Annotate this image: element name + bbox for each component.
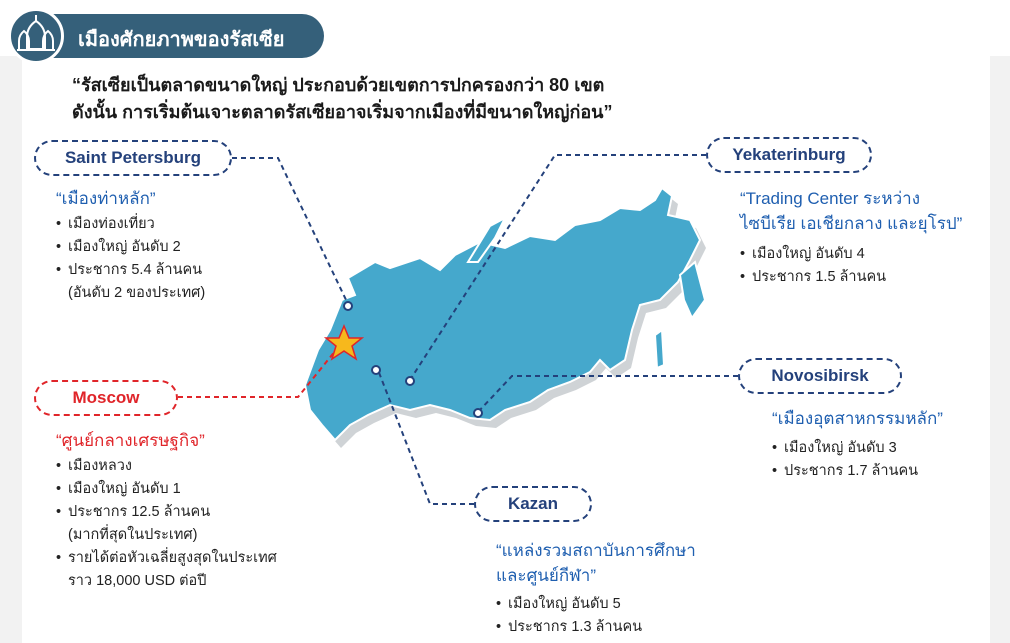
tagline-yekaterinburg [740,186,962,236]
label-novosibirsk: Novosibirsk [738,358,902,394]
list-item: • ประชากร 5.4 ล้านคน [56,260,205,281]
label-yekaterinburg: Yekaterinburg [706,137,872,173]
list-item: • เมืองท่องเที่ยว [56,214,205,235]
tagline-line: “แหล่งรวมสถาบันการศึกษา [496,541,696,560]
list-item: • เมืองใหญ่ อันดับ 4 [740,244,886,265]
list-item-note: (มากที่สุดในประเทศ) [68,527,198,543]
list-item: • ประชากร 12.5 ล้านคน [56,502,277,523]
list-item: • เมืองใหญ่ อันดับ 2 [56,237,205,258]
quote-line-2: ดังนั้น การเริ่มต้นเจาะตลาดรัสเซียอาจเริ่มจากเมืองที่มีขนาดใหญ่ก่อน” [72,102,613,122]
details-saint-petersburg [56,214,205,306]
quote-line-1: “รัสเซียเป็นตลาดขนาดใหญ่ ประกอบด้วยเขตการปกครองกว่า 80 เขต [72,75,605,95]
label-kazan: Kazan [474,486,592,522]
list-item: • ประชากร 1.5 ล้านคน [740,267,886,288]
connector-saint-petersburg [232,158,348,304]
marker-kazan [372,366,380,374]
marker-yekaterinburg [406,377,414,385]
label-moscow: Moscow [34,380,178,416]
details-novosibirsk [772,438,918,484]
tagline-line: และศูนย์กีฬา” [496,566,596,585]
sakhalin-shape [655,330,664,368]
tagline-line: “Trading Center ระหว่าง [740,189,921,208]
tagline-saint-petersburg: “เมืองท่าหลัก” [56,189,156,208]
tagline-kazan [496,538,696,588]
list-item: • ประชากร 1.3 ล้านคน [496,617,642,638]
list-item: • เมืองหลวง [56,456,277,477]
tagline-moscow: “ศูนย์กลางเศรษฐกิจ” [56,431,205,450]
header-title: เมืองศักยภาพของรัสเซีย [78,29,285,51]
list-item: • เมืองใหญ่ อันดับ 1 [56,479,277,500]
list-item-note: (อันดับ 2 ของประเทศ) [68,285,206,301]
list-item-note: ราว 18,000 USD ต่อปี [68,573,207,589]
details-kazan [496,594,642,640]
list-item: • เมืองใหญ่ อันดับ 5 [496,594,642,615]
details-moscow [56,456,277,594]
marker-novosibirsk [474,409,482,417]
marker-saint-petersburg [344,302,352,310]
list-item: • เมืองใหญ่ อันดับ 3 [772,438,918,459]
list-item: • ประชากร 1.7 ล้านคน [772,461,918,482]
list-item: • รายได้ต่อหัวเฉลี่ยสูงสุดในประเทศ [56,548,277,569]
label-saint-petersburg: Saint Petersburg [34,140,232,176]
tagline-line: ไซบีเรีย เอเชียกลาง และยุโรป” [740,214,963,233]
tagline-novosibirsk: “เมืองอุตสาหกรรมหลัก” [772,409,943,428]
details-yekaterinburg [740,244,886,290]
